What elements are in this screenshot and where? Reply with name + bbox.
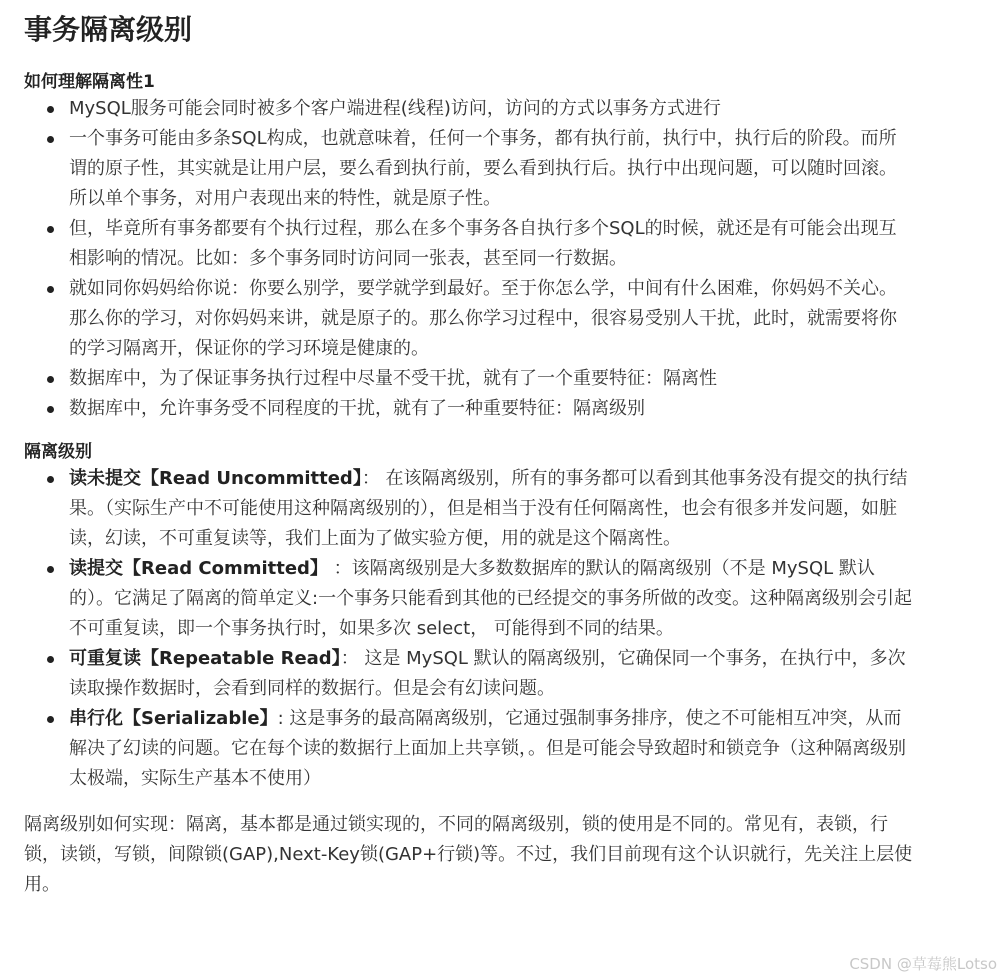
bullet-dot bbox=[47, 566, 54, 573]
bullet-dot bbox=[47, 716, 54, 723]
list-item bbox=[24, 124, 914, 214]
level-description: ： 这是 MySQL 默认的隔离级别，它确保同一个事务，在执行中，多次读取操作数据时，会看到同样的数据行。但是会有幻读问题。 bbox=[69, 648, 906, 699]
isolation-bullet-list bbox=[24, 94, 914, 424]
level-item-read-uncommitted bbox=[24, 464, 914, 554]
csdn-watermark: CSDN @草莓熊Lotso bbox=[849, 955, 997, 973]
list-item-text: MySQL服务可能会同时被多个客户端进程(线程)访问，访问的方式以事务方式进行 bbox=[69, 98, 721, 119]
bullet-dot bbox=[47, 406, 54, 413]
bullet-dot bbox=[47, 656, 54, 663]
bullet-dot bbox=[47, 136, 54, 143]
bullet-dot bbox=[47, 376, 54, 383]
section-heading-levels: 隔离级别 bbox=[24, 442, 92, 462]
level-item-repeatable-read bbox=[24, 644, 914, 704]
level-term: 读提交【Read Committed】 bbox=[69, 558, 328, 579]
list-item bbox=[24, 394, 914, 424]
list-item-text: 数据库中，为了保证事务执行过程中尽量不受干扰，就有了一个重要特征：隔离性 bbox=[69, 368, 717, 389]
list-item-text: 数据库中，允许事务受不同程度的干扰，就有了一种重要特征：隔离级别 bbox=[69, 398, 645, 419]
list-item-text: 一个事务可能由多条SQL构成，也就意味着，任何一个事务，都有执行前，执行中，执行后的阶段。而所谓的原子性，其实就是让用户层，要么看到执行前，要么看到执行后。执行中出现问题，可以随时回滚。所以单个事务，对用户表现出来的特性，就是原子性。 bbox=[69, 128, 897, 209]
bullet-dot bbox=[47, 106, 54, 113]
bullet-dot bbox=[47, 226, 54, 233]
summary-paragraph: 隔离级别如何实现：隔离，基本都是通过锁实现的，不同的隔离级别，锁的使用是不同的。常见有，表锁，行锁，读锁，写锁，间隙锁(GAP),Next-Key锁(GAP+行锁)等。不过，我们目前现有这个认识就行，先关注上层使用。 bbox=[24, 814, 913, 895]
section-heading-isolation: 如何理解隔离性1 bbox=[24, 72, 155, 92]
level-item-read-committed bbox=[24, 554, 914, 644]
list-item bbox=[24, 94, 914, 124]
isolation-levels-list bbox=[24, 464, 914, 794]
bullet-dot bbox=[47, 476, 54, 483]
level-item-serializable bbox=[24, 704, 914, 794]
list-item bbox=[24, 214, 914, 274]
level-term: 串行化【Serializable】 bbox=[69, 708, 278, 729]
level-description: ：该隔离级别是大多数数据库的默认的隔离级别（不是 MySQL 默认的）。它满足了隔离的简单定义:一个事务只能看到其他的已经提交的事务所做的改变。这种隔离级别会引起不可重复读，即一个事务执行时，如果多次 select， 可能得到不同的结果。 bbox=[69, 558, 913, 639]
list-item bbox=[24, 274, 914, 364]
list-item-text: 就如同你妈妈给你说：你要么别学，要学就学到最好。至于你怎么学，中间有什么困难，你妈妈不关心。那么你的学习，对你妈妈来讲，就是原子的。那么你学习过程中，很容易受别人干扰，此时，就需要将你的学习隔离开，保证你的学习环境是健康的。 bbox=[69, 278, 897, 359]
level-description: ： 在该隔离级别，所有的事务都可以看到其他事务没有提交的执行结果。（实际生产中不可能使用这种隔离级别的），但是相当于没有任何隔离性，也会有很多并发问题，如脏读，幻读，不可重复读等，我们上面为了做实验方便，用的就是这个隔离性。 bbox=[69, 468, 908, 549]
level-term: 可重复读【Repeatable Read】 bbox=[69, 648, 341, 669]
level-description: : 这是事务的最高隔离级别，它通过强制事务排序，使之不可能相互冲突，从而解决了幻读的问题。它在每个读的数据行上面加上共享锁，。但是可能会导致超时和锁竞争（这种隔离级别太极端，实际生产基本不使用） bbox=[69, 708, 906, 789]
bullet-dot bbox=[47, 286, 54, 293]
list-item bbox=[24, 364, 914, 394]
page-title: 事务隔离级别 bbox=[24, 13, 193, 46]
level-term: 读未提交【Read Uncommitted】 bbox=[69, 468, 362, 489]
list-item-text: 但，毕竟所有事务都要有个执行过程，那么在多个事务各自执行多个SQL的时候，就还是有可能会出现互相影响的情况。比如：多个事务同时访问同一张表，甚至同一行数据。 bbox=[69, 218, 897, 269]
